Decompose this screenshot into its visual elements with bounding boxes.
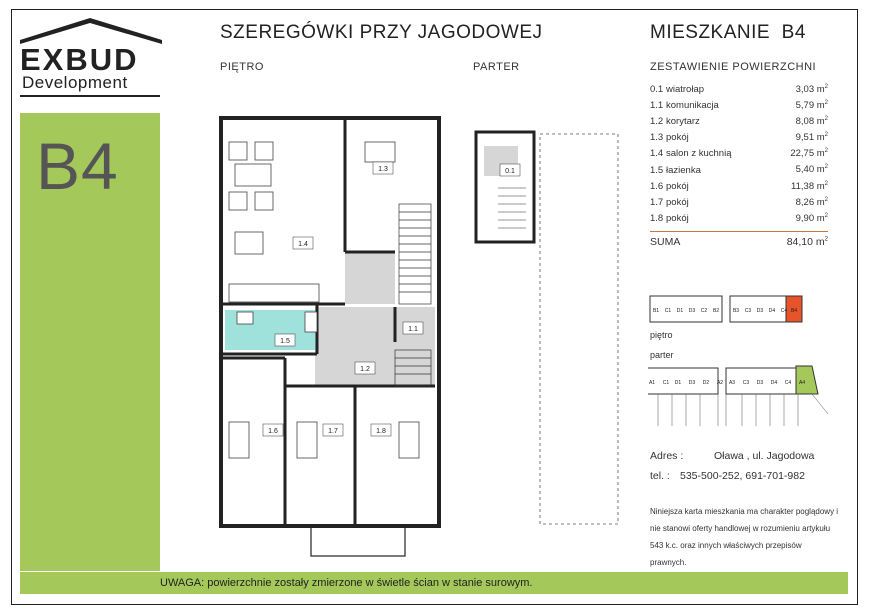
key-plan-ground-unit: D3 xyxy=(688,380,696,386)
room-name: salon z kuchnią xyxy=(666,148,732,160)
room-number: 1.6 xyxy=(650,180,664,192)
room-number: 0.1 xyxy=(650,83,664,95)
apartment-code: B4 xyxy=(781,22,806,43)
garden-outline xyxy=(540,134,618,524)
floor-ground-label: PARTER xyxy=(473,61,520,73)
key-plan-upper-unit: D4 xyxy=(768,308,776,314)
key-plan xyxy=(648,294,843,444)
key-plan-upper-label: piętro xyxy=(650,330,673,340)
address-value: Oława , ul. Jagodowa xyxy=(714,450,815,462)
room-tag-1-5: 1.5 xyxy=(280,338,290,345)
key-plan-ground-unit: D2 xyxy=(702,380,710,386)
key-plan-ground-unit: D3 xyxy=(756,380,764,386)
disclaimer: Niniejsza karta mieszkania ma charakter poglądowy i nie stanowi oferty handlowej w rozumieniu artykułu 543 k.c. oraz innych właściwych przepisów prawnych. xyxy=(650,507,839,567)
sum-divider xyxy=(650,231,828,232)
sum-value: 84,10 $m^2$ xyxy=(786,236,828,248)
room-tag-1-1: 1.1 xyxy=(408,326,418,333)
floor-plan-upper xyxy=(215,112,445,560)
area-row xyxy=(650,146,828,162)
room-name: pokój xyxy=(666,180,689,192)
area-row xyxy=(650,113,828,129)
warning-text: UWAGA: powierzchnie zostały zmierzone w świetle ścian w stanie surowym. xyxy=(160,577,533,589)
ground-stairs xyxy=(498,188,526,228)
address-label: Adres : xyxy=(650,450,684,462)
warning-banner xyxy=(20,572,848,594)
room-name: komunikacja xyxy=(666,99,719,111)
room-area: 3,03 $m^2$ xyxy=(795,83,828,95)
key-plan-ground-unit: A2 xyxy=(716,380,724,386)
apartment-label: MIESZKANIE xyxy=(650,22,771,43)
logo-roof-icon xyxy=(20,16,162,44)
logo-name: EXBUD xyxy=(20,42,139,77)
area-row xyxy=(650,81,828,97)
key-plan-ground-unit: D1 xyxy=(674,380,682,386)
key-plan-upper-unit: C1 xyxy=(664,308,672,314)
key-plan-ground-label: parter xyxy=(650,350,674,360)
area-table xyxy=(650,81,828,227)
key-plan-ground-unit: A4 xyxy=(798,380,806,386)
room-area: 5,79 $m^2$ xyxy=(795,99,828,111)
key-plan-ground-unit: C3 xyxy=(742,380,750,386)
room-area: 8,26 $m^2$ xyxy=(795,196,828,208)
room-name: pokój xyxy=(666,132,689,144)
room-tag-1-7: 1.7 xyxy=(328,428,338,435)
key-plan-upper-unit: B1 xyxy=(652,308,660,314)
balcony xyxy=(311,526,405,556)
area-row xyxy=(650,97,828,113)
room-area: 5,40 $m^2$ xyxy=(795,164,828,176)
room-number: 1.8 xyxy=(650,213,664,225)
key-plan-ground-unit: A3 xyxy=(728,380,736,386)
room-number: 1.5 xyxy=(650,164,664,176)
room-area: 8,08 $m^2$ xyxy=(795,115,828,128)
room-number: 1.2 xyxy=(650,115,664,127)
room-tag-1-6: 1.6 xyxy=(268,428,278,435)
area-row xyxy=(650,194,828,210)
room-name: pokój xyxy=(666,196,689,208)
room-number: 1.3 xyxy=(650,132,664,144)
room-tag-1-8: 1.8 xyxy=(376,428,386,435)
key-plan-upper-unit: B4 xyxy=(790,308,798,314)
contact-block xyxy=(650,446,814,486)
corridor-fill xyxy=(315,307,435,387)
key-plan-ground-unit: A1 xyxy=(648,380,656,386)
key-plan-upper-unit: D3 xyxy=(688,308,696,314)
phone-label: tel. : xyxy=(650,470,670,482)
room-tag-1-4: 1.4 xyxy=(298,241,308,248)
logo-underline xyxy=(20,95,160,97)
key-plan-upper-unit: D3 xyxy=(756,308,764,314)
room-number: 1.7 xyxy=(650,196,664,208)
room-name: łazienka xyxy=(666,164,701,176)
unit-code-large: B4 xyxy=(36,129,119,203)
room-name: wiatrołap xyxy=(666,83,705,95)
project-title: SZEREGÓWKI PRZY JAGODOWEJ xyxy=(220,22,543,43)
room-tag-0-1: 0.1 xyxy=(505,168,515,175)
room-area: 22,75 $m^2$ xyxy=(790,148,828,160)
key-plan-upper-unit: C3 xyxy=(744,308,752,314)
key-plan-upper-unit: C4 xyxy=(780,308,788,314)
area-row xyxy=(650,130,828,146)
room-tag-1-2: 1.2 xyxy=(360,366,370,373)
sum-label: SUMA xyxy=(650,236,681,248)
areas-heading: ZESTAWIENIE POWIERZCHNI xyxy=(650,61,817,73)
room-number: 1.4 xyxy=(650,148,664,160)
key-plan-ground-unit: C1 xyxy=(662,380,670,386)
area-sum-row xyxy=(650,236,828,248)
room-area: 9,51 $m^2$ xyxy=(795,132,828,144)
key-plan-upper-unit: B3 xyxy=(732,308,740,314)
room-name: korytarz xyxy=(666,115,700,127)
key-plan-upper-unit: C2 xyxy=(700,308,708,314)
room-area: 11,38 $m^2$ xyxy=(791,180,828,192)
room-name: pokój xyxy=(666,213,689,225)
corridor-fill xyxy=(345,252,395,304)
floor-upper-label: PIĘTRO xyxy=(220,61,264,73)
apartment-title xyxy=(650,22,806,44)
key-plan-upper-unit: B2 xyxy=(712,308,720,314)
key-plan-upper-unit: D1 xyxy=(676,308,684,314)
area-row xyxy=(650,162,828,178)
room-tag-1-3: 1.3 xyxy=(378,166,388,173)
room-area: 9,90 $m^2$ xyxy=(795,213,828,225)
floor-plan-ground xyxy=(470,128,625,528)
room-number: 1.1 xyxy=(650,99,664,111)
area-row xyxy=(650,178,828,194)
key-plan-ground-unit: D4 xyxy=(770,380,778,386)
logo-subtitle: Development xyxy=(22,73,128,92)
area-row xyxy=(650,211,828,227)
phone-value: 535-500-252, 691-701-982 xyxy=(680,470,805,482)
key-plan-ground-unit: C4 xyxy=(784,380,792,386)
